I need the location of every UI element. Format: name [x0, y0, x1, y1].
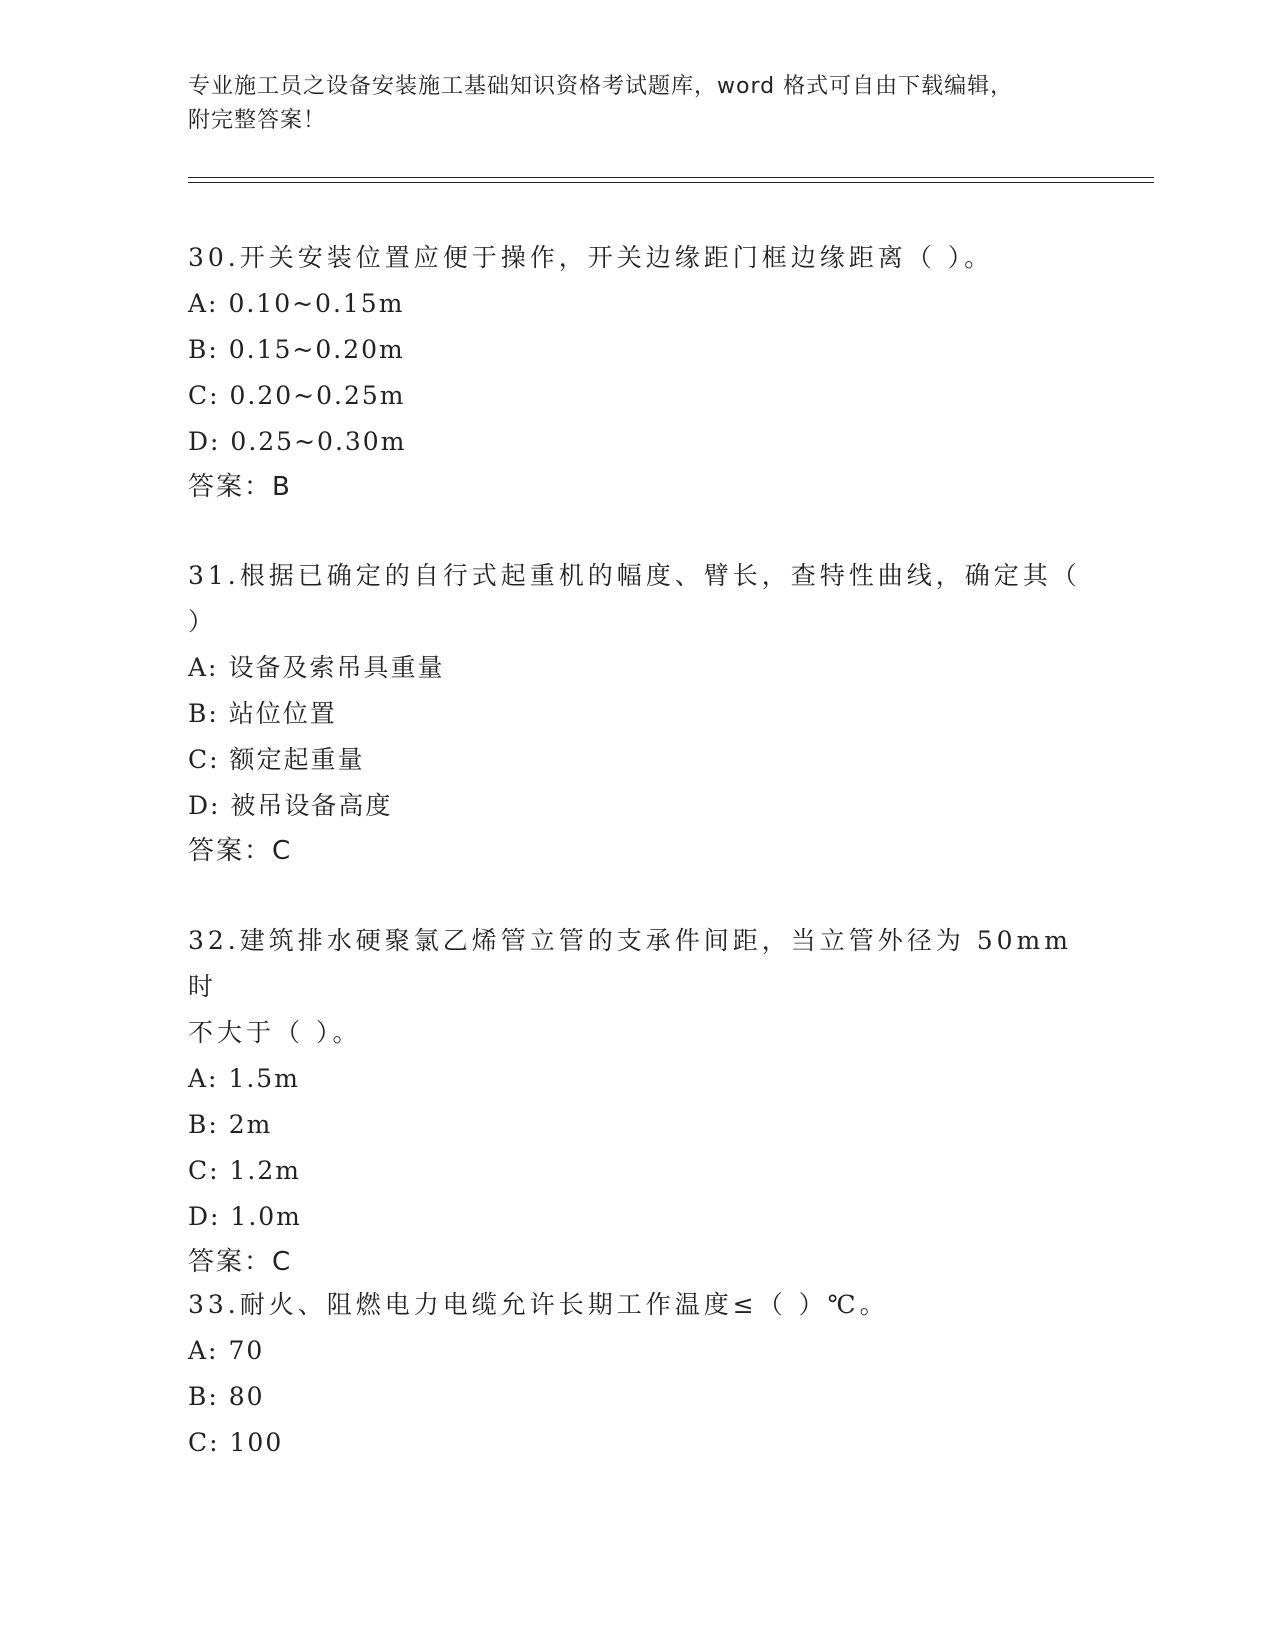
option-d [188, 1194, 1088, 1240]
option-letter: C: [188, 1156, 220, 1185]
option-letter: C: [188, 1428, 220, 1457]
option-letter: A: [188, 1064, 219, 1093]
question-stem: 33.耐火、阻燃电力电缆允许长期工作温度≤（ ）℃。 [188, 1290, 889, 1319]
option-b [188, 327, 1088, 373]
header-divider-top [188, 177, 1154, 178]
option-a [188, 645, 1088, 691]
question-31 [188, 553, 1088, 873]
option-d [188, 783, 1088, 829]
option-text: 0.10~0.15m [228, 289, 405, 318]
question-33 [188, 1282, 1088, 1466]
option-letter: B: [188, 335, 219, 364]
header-divider-bottom [188, 182, 1154, 183]
option-letter: A: [188, 653, 219, 682]
option-b [188, 691, 1088, 737]
option-a [188, 281, 1088, 327]
option-letter: D: [188, 791, 221, 820]
question-stem: 32.建筑排水硬聚氯乙烯管立管的支承件间距，当立管外径为 50mm 时 [188, 926, 1072, 1001]
option-letter: C: [188, 381, 220, 410]
option-text: 0.25~0.30m [230, 427, 407, 456]
option-b [188, 1102, 1088, 1148]
option-c [188, 373, 1088, 419]
option-letter: A: [188, 1336, 219, 1365]
question-stem: 30.开关安装位置应便于操作，开关边缘距门框边缘距离（ ）。 [188, 243, 994, 272]
header-line-1: 专业施工员之设备安装施工基础知识资格考试题库，word 格式可自由下载编辑， [188, 74, 1014, 99]
option-text: 100 [229, 1428, 284, 1457]
option-letter: D: [188, 1202, 221, 1231]
option-text: 70 [228, 1336, 265, 1365]
question-stem: 31.根据已确定的自行式起重机的幅度、臂长，查特性曲线，确定其（ [188, 561, 1081, 590]
option-letter: B: [188, 699, 219, 728]
question-stem-continuation: 不大于（ ）。 [188, 1018, 362, 1047]
option-text: 额定起重量 [229, 745, 365, 774]
question-32 [188, 918, 1088, 1284]
option-text: 80 [228, 1382, 265, 1411]
answer-line: 答案：C [188, 1247, 293, 1277]
option-a [188, 1328, 1088, 1374]
option-text: 1.5m [228, 1064, 300, 1093]
option-text: 0.20~0.25m [229, 381, 406, 410]
option-c [188, 1148, 1088, 1194]
question-30 [188, 235, 1088, 509]
option-b [188, 1374, 1088, 1420]
option-c [188, 737, 1088, 783]
option-text: 1.0m [230, 1202, 302, 1231]
option-letter: B: [188, 1382, 219, 1411]
answer-line: 答案：B [188, 472, 292, 502]
option-c [188, 1420, 1088, 1466]
answer-line: 答案：C [188, 836, 293, 866]
option-text: 设备及索吊具重量 [228, 653, 445, 682]
option-a [188, 1056, 1088, 1102]
header-line-2: 附完整答案！ [188, 108, 327, 133]
option-text: 1.2m [229, 1156, 301, 1185]
option-text: 被吊设备高度 [230, 791, 393, 820]
question-stem-continuation: ） [188, 607, 218, 636]
option-letter: B: [188, 1110, 219, 1139]
option-text: 0.15~0.20m [228, 335, 405, 364]
option-text: 2m [228, 1110, 273, 1139]
option-text: 站位位置 [228, 699, 337, 728]
option-letter: D: [188, 427, 221, 456]
option-letter: A: [188, 289, 219, 318]
document-header [188, 70, 1068, 138]
option-letter: C: [188, 745, 220, 774]
option-d [188, 419, 1088, 465]
